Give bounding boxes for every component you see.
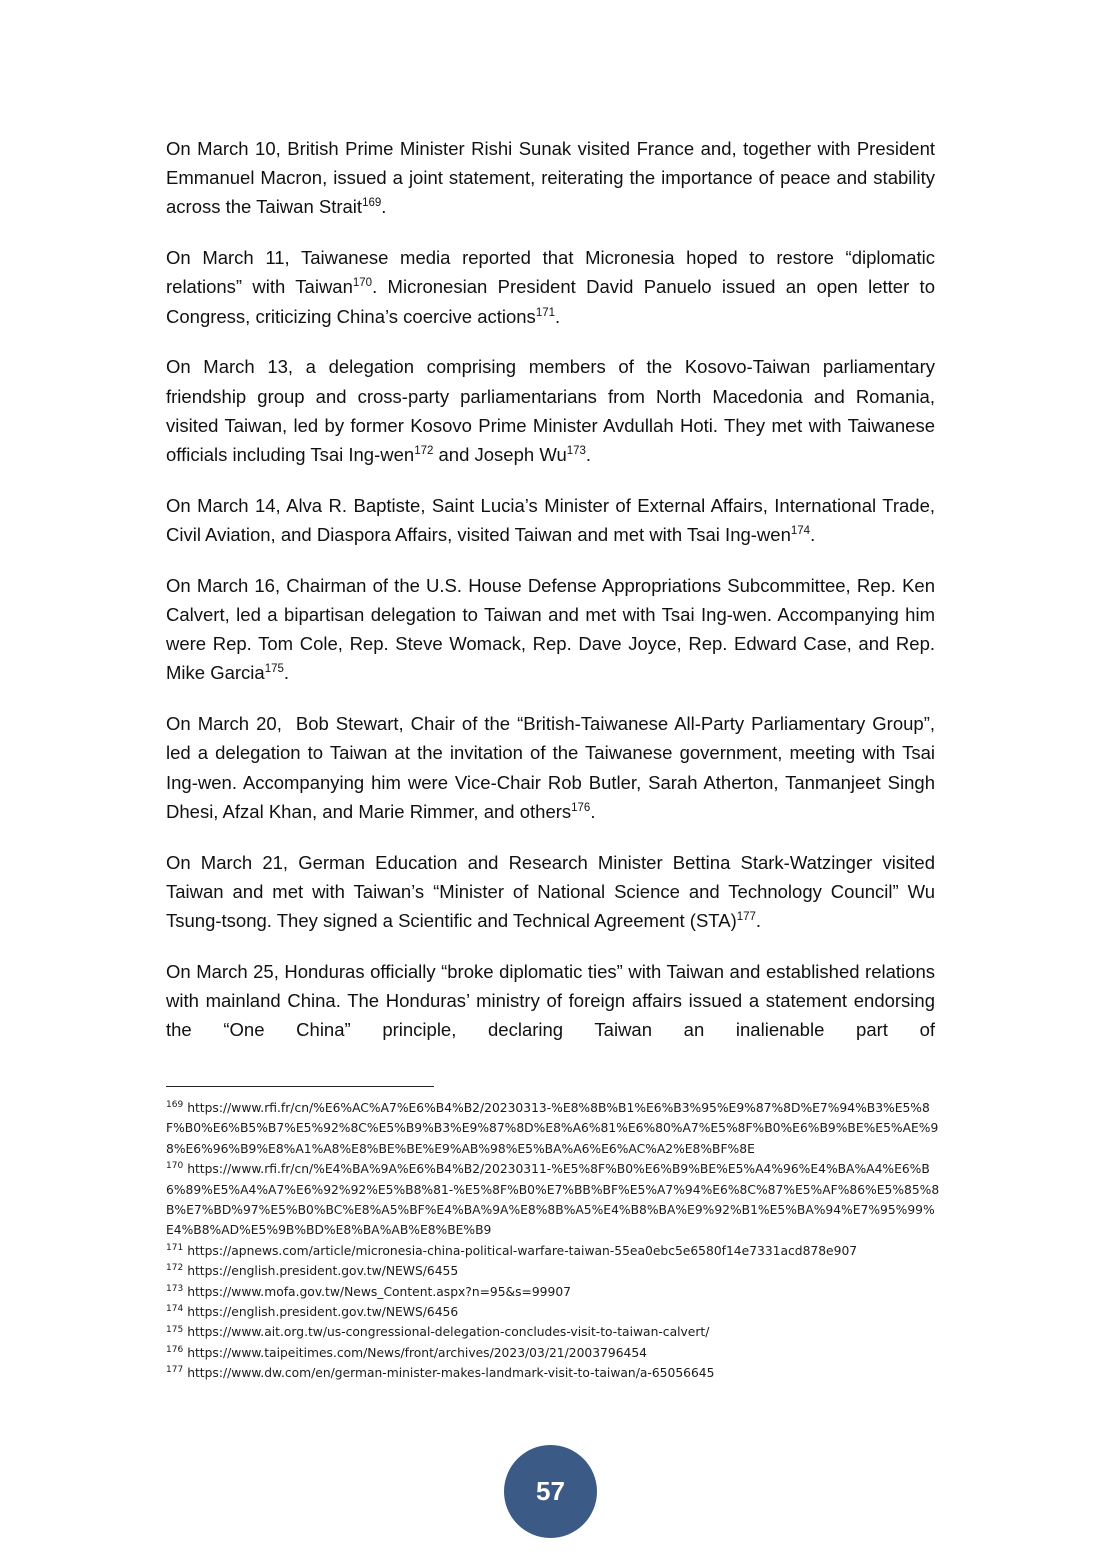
footnote-link[interactable]: https://www.rfi.fr/cn/%E6%AC%A7%E6%B4%B2/20230313-%E8%8B%B1%E6%B3%95%E9%87%8D%E7%94%B3%E5%8F%B0%E6%B5%B7%E5%92%8C%E5%B9%B3%E9%87%8D%E8%A6%81%E6%80%A7%E5%8F%B0%E6%B9%BE%E5%AE%98%E6%96%B9%E8%A1%A8%E8%BE%BE%E9%AB%98%E5%BA%A6%E6%AC%A2%E8%BF%8E — [166, 1101, 939, 1156]
footnote-link[interactable]: https://english.president.gov.tw/NEWS/6455 — [187, 1264, 459, 1279]
footnote-link[interactable]: https://www.mofa.gov.tw/News_Content.aspx?n=95&s=99907 — [187, 1284, 571, 1299]
footnote-ref: 171 — [535, 306, 555, 319]
footnote-ref: 172 — [414, 445, 434, 458]
footnote-link[interactable]: https://apnews.com/article/micronesia-china-political-warfare-taiwan-55ea0ebc5e6580f14e7331acd878e907 — [187, 1243, 858, 1258]
footnote-ref: 176 — [571, 801, 591, 814]
footnote-link[interactable]: https://english.president.gov.tw/NEWS/6456 — [187, 1305, 459, 1320]
footnote-169: $^{169}$ https://www.rfi.fr/cn/%E6%AC%A7%E6%B4%B2/20230313-%E8%8B%B1%E6%B3%95%E9%87%8D%E7%94%B3%E5%8F%B0%E6%B5%B7%E5%92%8C%E5%B9%B3%E9%87%8D%E8%A6%81%E6%80%A7%E5%8F%B0%E6%B9%BE%E5%AE%98%E6%96%B9%E8%A1%A8%E8%BE%BE%E9%AB%98%E5%BA%A6%E6%AC%A2%E8%BF%8E — [166, 1100, 939, 1156]
footnote-174: $^{174}$ https://english.president.gov.tw/NEWS/6456 — [166, 1304, 459, 1320]
paragraph-march-21: On March 21, German Education and Research Minister Bettina Stark-Watzinger visited Taiwan and met with Taiwan’s “Minister of National Science and Technology Council” Wu Tsung-tsong. They signed a Scientific and Technical Agreement (STA)$^{177}$. — [166, 851, 935, 932]
footnote-ref: 170 — [352, 277, 373, 290]
paragraph-march-16: On March 16, Chairman of the U.S. House Defense Appropriations Subcommittee, Rep. Ken Calvert, led a bipartisan delegation to Taiwan and met with Tsai Ing-wen. Accompanying him were Rep. Tom Cole, Rep. Steve Womack, Rep. Dave Joyce, Rep. Edward Case, and Rep. Mike Garcia$^{175}$. — [166, 574, 935, 684]
footnote-173: $^{173}$ https://www.mofa.gov.tw/News_Content.aspx?n=95&s=99907 — [166, 1283, 571, 1299]
paragraph-march-14: On March 14, Alva R. Baptiste, Saint Lucia’s Minister of External Affairs, International Trade, Civil Aviation, and Diaspora Affairs, visited Taiwan and met with Tsai Ing-wen$^{174}$. — [166, 494, 935, 546]
footnote-link[interactable]: https://www.taipeitimes.com/News/front/archives/2023/03/21/2003796454 — [187, 1345, 647, 1360]
footnote-170: $^{170}$ https://www.rfi.fr/cn/%E4%BA%9A%E6%B4%B2/20230311-%E5%8F%B0%E6%B9%BE%E5%A4%96%E4%BA%A4%E6%B6%89%E5%A4%A7%E6%92%92%E5%B8%81-%E5%8F%B0%E7%BB%BF%E5%A7%94%E6%8C%87%E5%AF%86%E5%85%8B%E7%BD%97%E5%B0%BC%E8%A5%BF%E4%BA%9A%E8%8B%A5%E4%B8%BA%E9%92%B1%E5%BA%94%E7%95%99%E4%B8%AD%E5%9B%BD%E8%BA%AB%E8%BE%B9 — [166, 1161, 940, 1238]
paragraph-march-11: On March 11, Taiwanese media reported that Micronesia hoped to restore “diplomatic relations” with Taiwan$^{170}$. Micronesian President David Panuelo issued an open letter to Congress, criticizing China’s coercive actions$^{171}$. — [166, 247, 935, 327]
footnote-ref: 174 — [790, 525, 811, 538]
paragraph-march-25: On March 25, Honduras officially “broke diplomatic ties” with Taiwan and established relations with mainland China. The Honduras’ ministry of foreign affairs issued a statement endorsing the “One China” principle, declaring Taiwan an inalienable part of — [166, 960, 935, 1041]
main-body — [166, 134, 935, 1044]
footnote-171: $^{171}$ https://apnews.com/article/micronesia-china-political-warfare-taiwan-55ea0ebc5e6580f14e7331acd878e907 — [166, 1242, 858, 1258]
footnote-176: $^{176}$ https://www.taipeitimes.com/News/front/archives/2023/03/21/2003796454 — [166, 1344, 647, 1360]
paragraph-march-13: On March 13, a delegation comprising members of the Kosovo-Taiwan parliamentary friendship group and cross-party parliamentarians from North Macedonia and Romania, visited Taiwan, led by former Kosovo Prime Minister Avdullah Hoti. They met with Taiwanese officials including Tsai Ing-wen$^{172}$ and Joseph Wu$^{173}$. — [166, 356, 935, 466]
footnotes — [166, 1098, 941, 1384]
page-number-badge — [504, 1445, 597, 1538]
paragraph-march-10: On March 10, British Prime Minister Rishi Sunak visited France and, together with President Emmanuel Macron, issued a joint statement, reiterating the importance of peace and stability across the Taiwan Strait$^{169}$. — [166, 138, 935, 218]
footnote-link[interactable]: https://www.ait.org.tw/us-congressional-delegation-concludes-visit-to-taiwan-calvert/ — [187, 1325, 710, 1340]
page-number: 57 — [536, 1476, 565, 1506]
footnote-ref: 169 — [362, 197, 382, 210]
footnote-divider — [166, 1086, 434, 1087]
paragraph-march-20: On March 20, Bob Stewart, Chair of the “British-Taiwanese All-Party Parliamentary Group”, led a delegation to Taiwan at the invitation of the Taiwanese government, meeting with Tsai Ing-wen. Accompanying him were Vice-Chair Rob Butler, Sarah Atherton, Tanmanjeet Singh Dhesi, Afzal Khan, and Marie Rimmer, and others$^{176}$. — [166, 713, 935, 822]
footnote-link[interactable]: https://www.rfi.fr/cn/%E4%BA%9A%E6%B4%B2/20230311-%E5%8F%B0%E6%B9%BE%E5%A4%96%E4%BA%A4%E6%B6%89%E5%A4%A7%E6%92%92%E5%B8%81-%E5%8F%B0%E7%BB%BF%E5%A7%94%E6%8C%87%E5%AF%86%E5%85%8B%E7%BD%97%E5%B0%BC%E8%A5%BF%E4%BA%9A%E8%8B%A5%E4%B8%BA%E9%92%B1%E5%BA%94%E7%95%99%E4%B8%AD%E5%9B%BD%E8%BA%AB%E8%BE%B9 — [166, 1162, 940, 1238]
footnote-link[interactable]: https://www.dw.com/en/german-minister-makes-landmark-visit-to-taiwan/a-65056645 — [187, 1366, 715, 1381]
footnote-172: $^{172}$ https://english.president.gov.tw/NEWS/6455 — [166, 1263, 459, 1279]
footnote-177: $^{177}$ https://www.dw.com/en/german-minister-makes-landmark-visit-to-taiwan/a-65056645 — [166, 1365, 715, 1381]
footnote-175: $^{175}$ https://www.ait.org.tw/us-congressional-delegation-concludes-visit-to-taiwan-calvert/ — [166, 1324, 710, 1340]
footnote-ref: 175 — [264, 663, 284, 676]
footnote-ref: 177 — [736, 911, 756, 924]
footnote-ref: 173 — [566, 445, 586, 458]
